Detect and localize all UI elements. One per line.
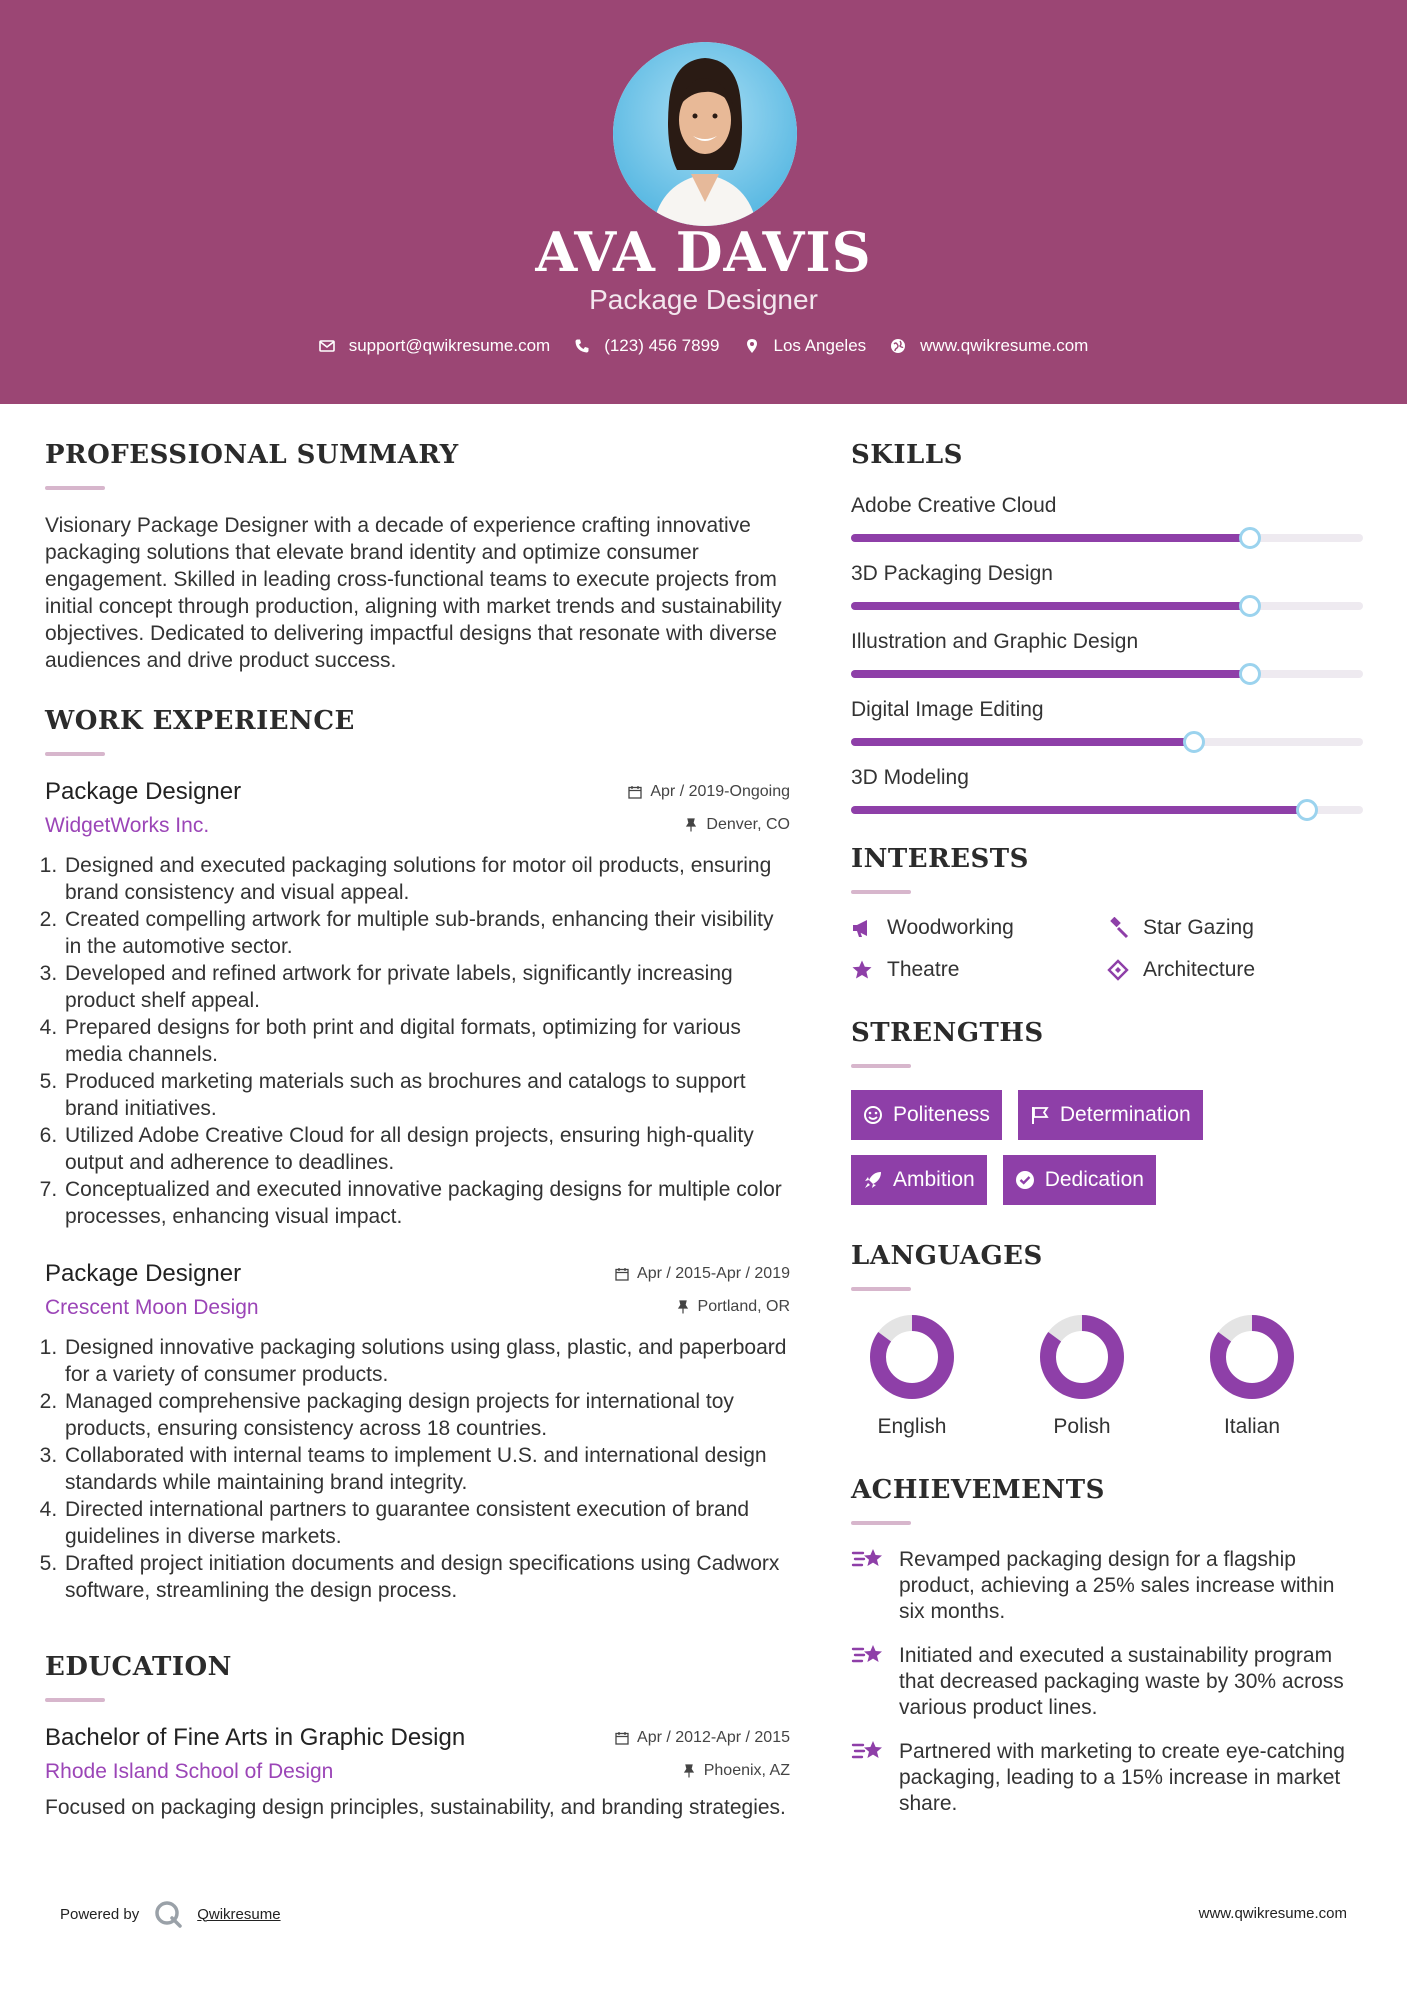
experience-heading: WORK EXPERIENCE: [45, 706, 355, 736]
contact-bar: [0, 336, 1407, 356]
interests-section: [851, 844, 1363, 982]
skill-item: [851, 562, 1363, 610]
skill-fill: [851, 534, 1250, 542]
skill-track: [851, 534, 1363, 542]
contact-phone-text[interactable]: (123) 456 7899: [604, 336, 720, 355]
skill-track: [851, 670, 1363, 678]
job-bullets: [45, 852, 790, 1230]
skill-item: [851, 494, 1363, 542]
list-item: 2. Managed comprehensive packaging design projects for international toy products, ensuring consistency across 18 countries.: [63, 1388, 790, 1442]
powered-by-label: Powered by: [60, 1905, 140, 1923]
strength-label: Determination: [1059, 1103, 1191, 1126]
strength-tag: [1003, 1155, 1156, 1205]
list-item: 3. Developed and refined artwork for private labels, significantly increasing product shelf appeal.: [63, 960, 790, 1014]
summary-section: [45, 440, 790, 674]
language-label: Italian: [1223, 1415, 1281, 1438]
candidate-title: Package Designer: [589, 284, 818, 315]
language-level-donut: [1038, 1313, 1126, 1401]
skill-track: [851, 738, 1363, 746]
interest-label: Theatre: [887, 958, 960, 981]
skill-fill: [851, 670, 1250, 678]
interests-heading: INTERESTS: [851, 844, 1029, 874]
strengths-list: [851, 1090, 1271, 1205]
interest-label: Star Gazing: [1143, 916, 1254, 939]
calendar-icon: [615, 1267, 629, 1281]
education-location: [682, 1762, 790, 1780]
rocket-icon: [863, 1170, 883, 1190]
right-column: [851, 440, 1363, 1835]
skill-level-knob: [1239, 663, 1261, 685]
achievements-heading: ACHIEVEMENTS: [851, 1475, 1105, 1505]
skill-track: [851, 602, 1363, 610]
languages-section: [851, 1241, 1363, 1439]
strength-tag: [851, 1090, 1002, 1140]
achievement-item: [851, 1643, 1363, 1721]
flag-icon: [1030, 1105, 1050, 1125]
education-dates: [615, 1729, 790, 1747]
skill-item: [851, 766, 1363, 814]
school-name: Rhode Island School of Design: [45, 1760, 334, 1783]
language-level-donut: [868, 1313, 956, 1401]
skill-label: Illustration and Graphic Design: [851, 630, 1139, 653]
shooting-star-icon: [851, 1641, 887, 1671]
strengths-heading: STRENGTHS: [851, 1018, 1044, 1048]
list-item: 1. Designed innovative packaging solutions using glass, plastic, and paperboard for a variety of consumer products.: [63, 1334, 790, 1388]
brand-link[interactable]: Qwikresume: [197, 1905, 281, 1923]
smile-icon: [863, 1105, 883, 1125]
calendar-icon: [628, 785, 642, 799]
calendar-icon: [615, 1731, 629, 1745]
skill-label: 3D Modeling: [851, 766, 969, 789]
job-company: Crescent Moon Design: [45, 1296, 259, 1319]
check-circle-icon: [1015, 1170, 1035, 1190]
degree-title: Bachelor of Fine Arts in Graphic Design: [45, 1724, 466, 1751]
envelope-icon: [319, 338, 335, 354]
job-location: [676, 1298, 790, 1316]
qwikresume-logo-icon: [153, 1899, 183, 1929]
job-location-text: Portland, OR: [697, 1298, 790, 1315]
skill-level-knob: [1239, 527, 1261, 549]
skill-level-knob: [1239, 595, 1261, 617]
skills-section: [851, 440, 1363, 814]
language-level-donut: [1208, 1313, 1296, 1401]
pushpin-icon: [682, 1764, 696, 1778]
shooting-star-icon: [851, 1545, 887, 1575]
skill-label: Adobe Creative Cloud: [851, 494, 1057, 517]
section-divider: [45, 1698, 105, 1702]
strength-label: Dedication: [1044, 1168, 1144, 1191]
list-item: 6. Utilized Adobe Creative Cloud for all design projects, ensuring high-quality output and adherence to deadlines.: [63, 1122, 790, 1176]
achievement-item: [851, 1547, 1363, 1625]
languages-list: [827, 1313, 1363, 1439]
contact-email-text[interactable]: support@qwikresume.com: [348, 336, 551, 355]
interest-item: [851, 916, 1107, 940]
education-description: Focused on packaging design principles, sustainability, and branding strategies.: [45, 1796, 786, 1819]
left-column: [45, 440, 790, 1821]
skill-fill: [851, 602, 1250, 610]
job-location: [684, 816, 790, 834]
star-icon: [851, 959, 873, 981]
achievement-text: Revamped packaging design for a flagship product, achieving a 25% sales increase within six months.: [899, 1548, 1335, 1623]
section-divider: [851, 1287, 911, 1291]
contact-website[interactable]: [890, 336, 1088, 356]
education-heading: EDUCATION: [45, 1652, 232, 1682]
section-divider: [45, 752, 105, 756]
language-item: [827, 1313, 997, 1439]
megaphone-icon: [851, 917, 873, 939]
education-location-text: Phoenix, AZ: [703, 1762, 790, 1779]
job-title: Package Designer: [45, 1260, 242, 1287]
pushpin-icon: [684, 818, 698, 832]
contact-website-text[interactable]: www.qwikresume.com: [920, 336, 1089, 355]
strength-label: Politeness: [893, 1103, 990, 1126]
language-label: English: [877, 1415, 947, 1438]
globe-icon: [890, 338, 906, 354]
contact-phone[interactable]: [574, 336, 719, 356]
list-item: 7. Conceptualized and executed innovative packaging designs for multiple color processes, enhancing visual impact.: [63, 1176, 790, 1230]
map-pin-icon: [744, 338, 760, 354]
interest-label: Architecture: [1143, 958, 1256, 981]
achievement-text: Partnered with marketing to create eye-catching packaging, leading to a 15% increase in market share.: [899, 1740, 1345, 1815]
section-divider: [851, 890, 911, 894]
section-divider: [45, 486, 105, 490]
section-divider: [851, 1064, 911, 1068]
interest-item: [1107, 958, 1363, 982]
education-dates-text: Apr / 2012-Apr / 2015: [637, 1729, 790, 1746]
resume-header: [0, 0, 1407, 404]
interest-label: Woodworking: [887, 916, 1014, 939]
gavel-icon: [1107, 917, 1129, 939]
skill-fill: [851, 738, 1194, 746]
interests-list: [851, 916, 1363, 982]
language-item: [997, 1313, 1167, 1439]
strength-tag: [1018, 1090, 1203, 1140]
skill-label: 3D Packaging Design: [851, 562, 1053, 585]
shooting-star-icon: [851, 1737, 887, 1767]
strengths-section: [851, 1018, 1363, 1205]
profile-photo: [613, 42, 797, 226]
job-entry: [45, 1260, 790, 1604]
skill-label: Digital Image Editing: [851, 698, 1044, 721]
phone-icon: [574, 338, 590, 354]
list-item: 1. Designed and executed packaging solutions for motor oil products, ensuring brand consistency and visual appeal.: [63, 852, 790, 906]
list-item: 2. Created compelling artwork for multiple sub-brands, enhancing their visibility in the automotive sector.: [63, 906, 790, 960]
footer-powered-by: [60, 1899, 281, 1929]
list-item: 5. Drafted project initiation documents and design specifications using Cadworx software, streamlining the design process.: [63, 1550, 790, 1604]
list-item: 4. Prepared designs for both print and digital formats, optimizing for various media channels.: [63, 1014, 790, 1068]
strength-tag: [851, 1155, 987, 1205]
job-bullets: [45, 1334, 790, 1604]
contact-location: [744, 336, 867, 356]
skill-level-knob: [1296, 799, 1318, 821]
skills-list: [851, 494, 1363, 814]
summary-text: Visionary Package Designer with a decade of experience crafting innovative packaging solutions that elevate brand identity and optimize consumer engagement. Skilled in leading cross-functional teams to execute projects from initial concept through production, aligning with market trends and sustainability objectives. Dedicated to delivering impactful designs that resonate with diverse audiences and drive product success.: [45, 514, 782, 672]
job-dates: [628, 783, 790, 801]
ticket-icon: [1107, 959, 1129, 981]
achievement-item: [851, 1739, 1363, 1817]
pushpin-icon: [676, 1300, 690, 1314]
job-dates-text: Apr / 2019-Ongoing: [650, 783, 790, 800]
job-title: Package Designer: [45, 778, 242, 805]
summary-heading: PROFESSIONAL SUMMARY: [45, 440, 459, 470]
candidate-name: AVA DAVIS: [535, 220, 872, 284]
interest-item: [851, 958, 1107, 982]
list-item: 3. Collaborated with internal teams to implement U.S. and international design standards while maintaining brand integrity.: [63, 1442, 790, 1496]
footer-website[interactable]: www.qwikresume.com: [1198, 1905, 1347, 1922]
language-item: [1167, 1313, 1337, 1439]
skill-level-knob: [1183, 731, 1205, 753]
experience-section: [45, 706, 790, 1604]
skill-item: [851, 630, 1363, 678]
list-item: 5. Produced marketing materials such as brochures and catalogs to support brand initiatives.: [63, 1068, 790, 1122]
contact-email[interactable]: [319, 336, 551, 356]
job-location-text: Denver, CO: [706, 816, 790, 833]
interest-item: [1107, 916, 1363, 940]
achievements-section: [851, 1475, 1363, 1817]
job-dates-text: Apr / 2015-Apr / 2019: [637, 1265, 790, 1282]
job-dates: [615, 1265, 790, 1283]
job-company: WidgetWorks Inc.: [45, 814, 210, 837]
skill-fill: [851, 806, 1307, 814]
languages-heading: LANGUAGES: [851, 1241, 1043, 1271]
skills-heading: SKILLS: [851, 440, 963, 470]
language-label: Polish: [1053, 1415, 1111, 1438]
education-section: [45, 1652, 790, 1821]
skill-track: [851, 806, 1363, 814]
achievement-text: Initiated and executed a sustainability program that decreased packaging waste by 30% across various product lines.: [899, 1644, 1344, 1719]
skill-item: [851, 698, 1363, 746]
contact-location-text: Los Angeles: [773, 336, 867, 355]
job-entry: [45, 778, 790, 1230]
list-item: 4. Directed international partners to guarantee consistent execution of brand guidelines in diverse markets.: [63, 1496, 790, 1550]
strength-label: Ambition: [893, 1168, 975, 1191]
section-divider: [851, 1521, 911, 1525]
